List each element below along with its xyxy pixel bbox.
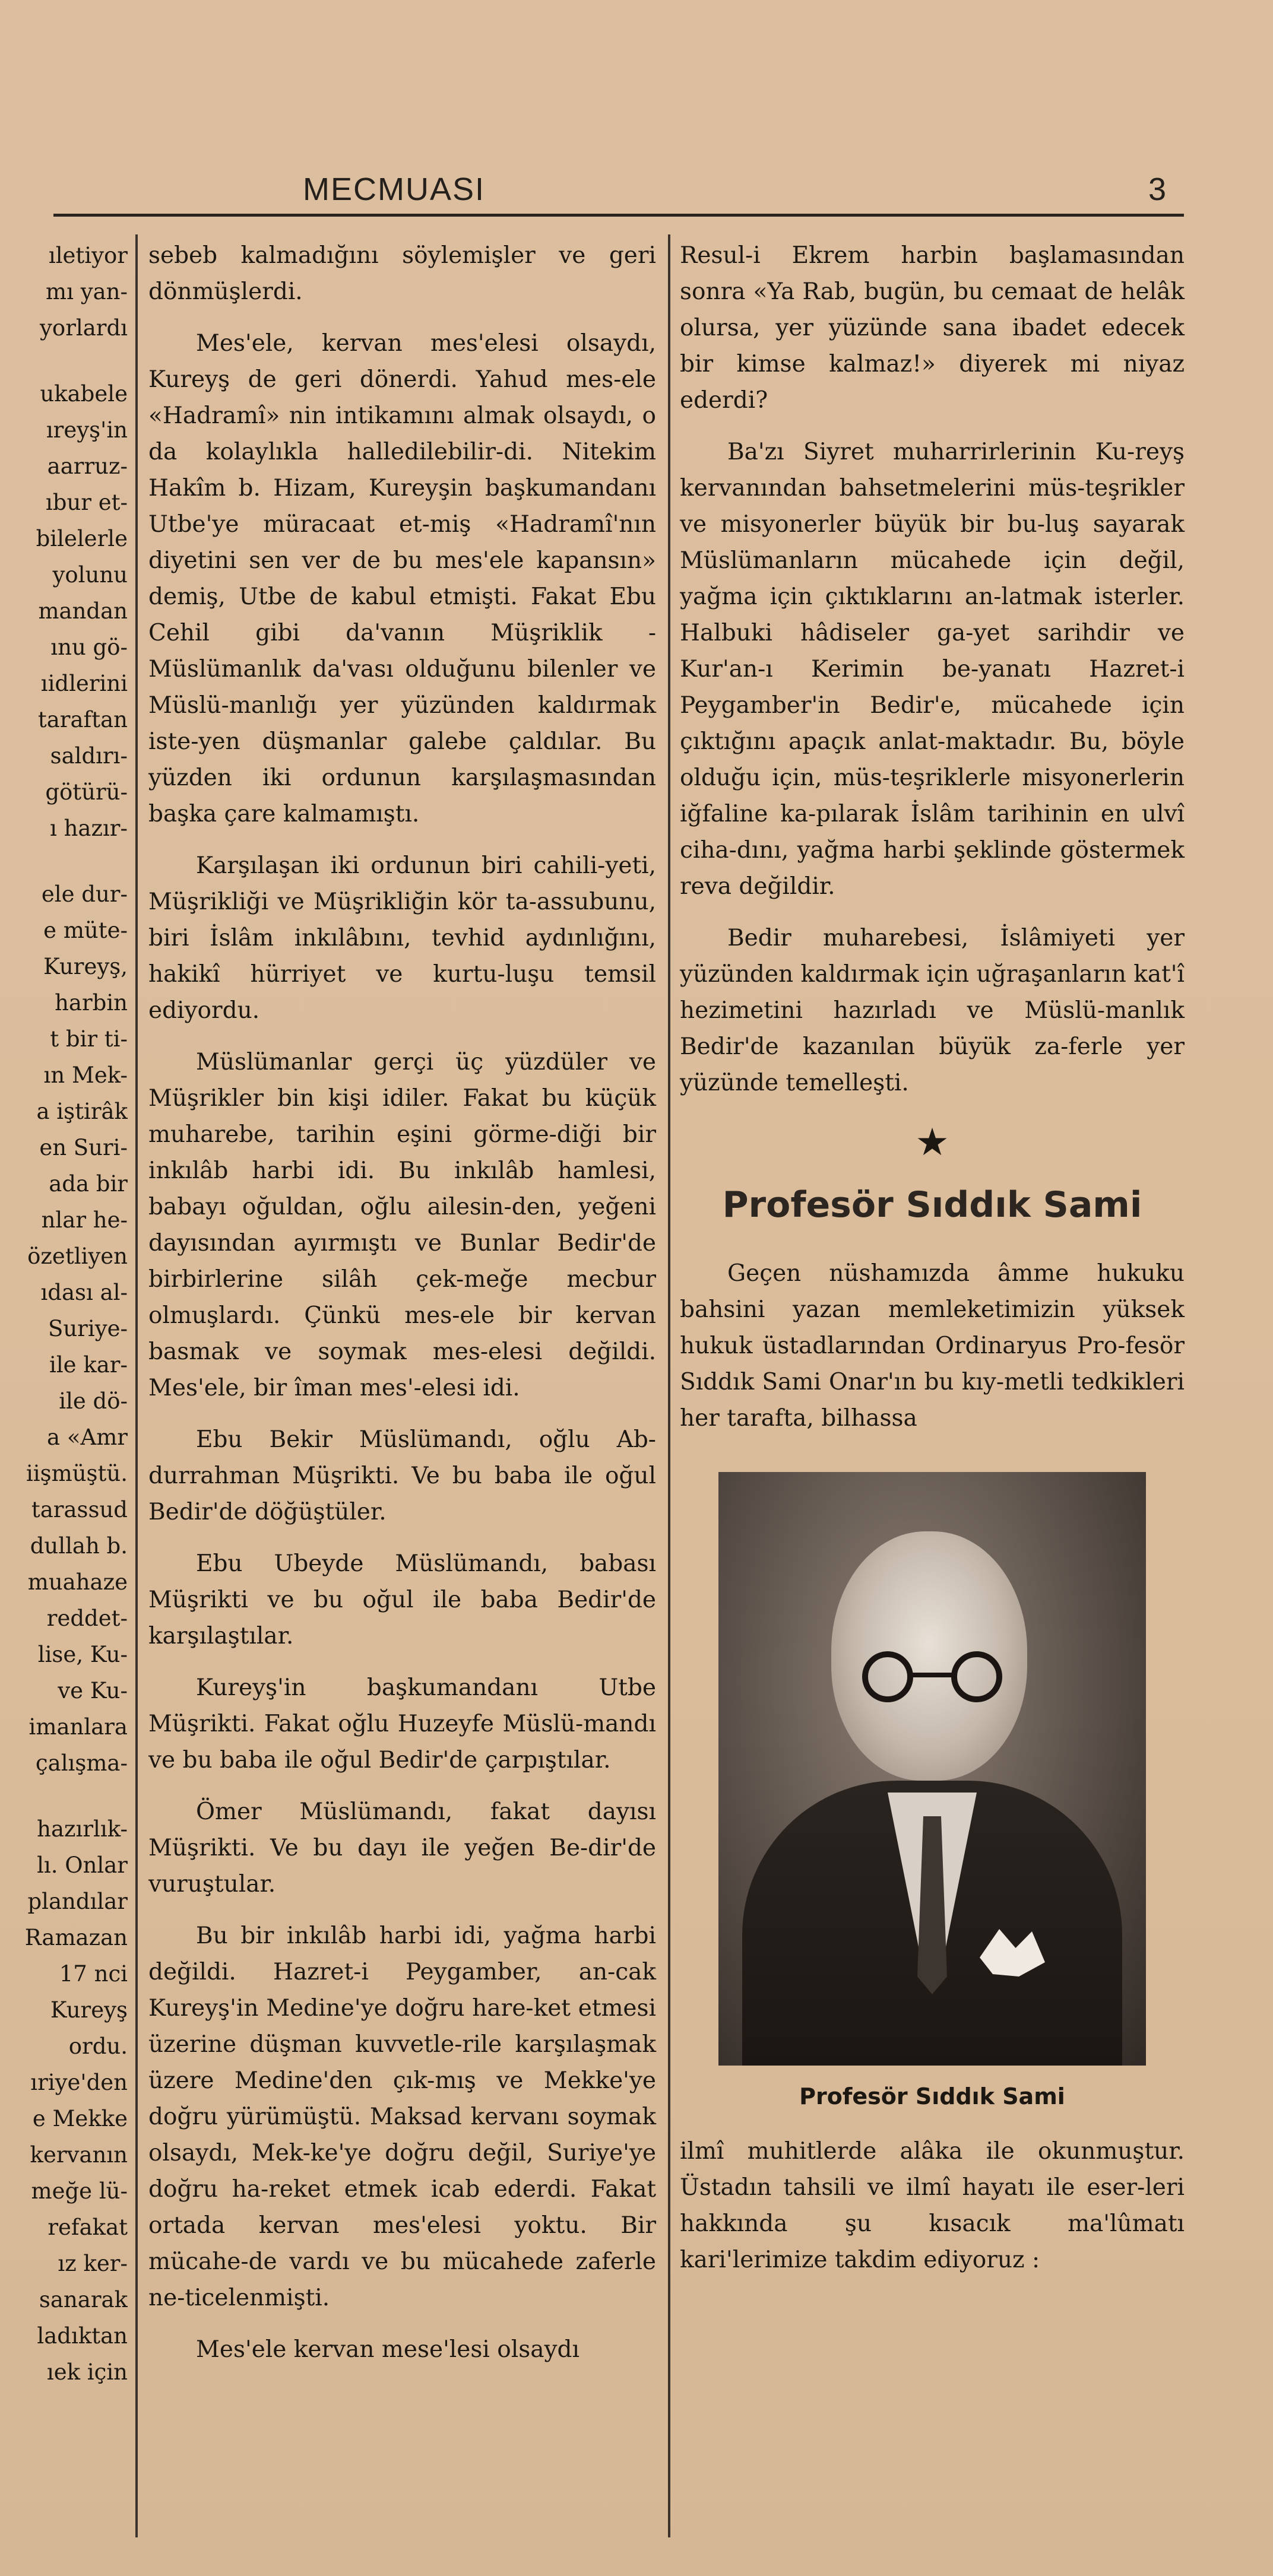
paragraph: Kureyş'in başkumandanı Utbe Müşrikti. Fakat oğlu Huzeyfe Müslü-mandı ve bu baba ile oğul Bedir'de çarpıştılar. <box>148 1674 656 1774</box>
text-fragment: özetliyen <box>27 1243 128 1269</box>
magazine-name: MECMUASI <box>303 172 486 207</box>
text-fragment: ve Ku- <box>58 1678 128 1703</box>
text-fragment: ele dur- <box>41 881 128 907</box>
text-fragment: muahaze <box>27 1569 128 1595</box>
article-continued: ilmî muhitlerde alâka ile okunmuştur. Üstadın tahsili ve ilmî hayatı ile eser-leri hakkında şu kısacık ma'lûmatı kari'lerimize takdim ediyoruz : <box>680 2138 1185 2273</box>
text-fragment: saldırı- <box>50 743 128 769</box>
text-fragment: ıidlerini <box>40 671 128 696</box>
text-fragment: dullah b. <box>30 1533 128 1559</box>
text-fragment: ıletiyor <box>48 243 128 268</box>
text-fragment: Kureyş, <box>43 954 128 979</box>
glasses-icon <box>846 1650 1018 1703</box>
text-fragment: ıek için <box>46 2359 128 2385</box>
paragraph: Bedir muharebesi, İslâmiyeti yer yüzünden kaldırmak için uğraşanların kat'î hezimetini hazırladı ve Müslü-manlık Bedir'de kazanılan büyük za-ferle yer yüzünde temelleşti. <box>680 925 1185 1096</box>
text-fragment: ıdası al- <box>40 1280 128 1305</box>
text-fragment: kervanın <box>30 2142 128 2168</box>
text-fragment: yolunu <box>52 562 128 588</box>
text-fragment: ın Mek- <box>43 1062 128 1088</box>
left-column-fragments <box>0 237 128 2390</box>
fragment-gap <box>0 1781 128 1811</box>
text-fragment: bilelerle <box>36 526 128 551</box>
text-fragment: Suriye- <box>48 1316 128 1341</box>
text-fragment: götürü- <box>45 779 128 805</box>
text-fragment: ile kar- <box>49 1352 128 1378</box>
paragraph: Mes'ele, kervan mes'elesi olsaydı, Kureyş de geri dönerdi. Yahud mes-ele «Hadramî» nin intikamını almak olsaydı, o da kolaylıkla halledilebilir-di. Nitekim Hakîm b. Hizam, Kureyşin başkumandanı Utbe'ye müracaat et-miş «Hadramî'nın diyetini sen ver de bu mes'ele kapansın» demiş, Utbe de kabul etmişti. Fakat Ebu Cehil gibi da'vanın Müşriklik - Müslümanlık da'vası olduğunu bilenler ve Müslü-manlığı yer yüzünden kaldırmak iste-yen düşmanlar galebe çaldılar. Bu yüzden iki ordunun karşılaşmasından başka çare kalmamıştı. <box>148 330 656 827</box>
text-fragment: ada bir <box>49 1171 128 1197</box>
paragraph: Bu bir inkılâb harbi idi, yağma harbi değildi. Hazret-i Peygamber, an-cak Kureyş'in Medine'ye doğru hare-ket etmesi üzerine düşman kuvvetle-rile karşılaşmak üzere Medine'den çık-mış ve Mekke'ye doğru yürümüştü. Maksad kervanı soymak olsaydı, Mek-ke'ye doğru değil, Suriye'ye doğru ha-reket etmek icab ederdi. Fakat ortada kervan mes'elesi yoktu. Bir mücahe-de vardı ve bu mücahede zaferle ne-ticelenmişti. <box>148 1923 656 2311</box>
paragraph: sebeb kalmadığını söylemişler ve geri dönmüşlerdi. <box>148 242 656 305</box>
text-fragment: e müte- <box>43 918 128 943</box>
text-fragment: e Mekke <box>32 2106 128 2131</box>
fragment-gap <box>0 846 128 876</box>
text-fragment: çalışma- <box>35 1750 128 1776</box>
article-title: Profesör Sıddık Sami <box>722 1184 1142 1226</box>
text-fragment: taraftan <box>37 707 128 732</box>
paragraph: Müslümanlar gerçi üç yüzdüler ve Müşrikler bin kişi idiler. Fakat bu küçük muharebe, tarihin eşini görme-diği bir inkılâb harbi idi. Bu inkılâb hamlesi, babayı oğuldan, oğlu ailesin-den, yeğeni dayısından ayırmıştı ve Bunlar Bedir'de birbirlerine silâh çek-meğe mecbur olmuşlardı. Çünkü mes-ele bir kervan basmak ve soymak mes-elesi değildi. Mes'ele, bir îman mes'-elesi idi. <box>148 1049 656 1401</box>
text-fragment: nlar he- <box>41 1207 128 1233</box>
text-fragment: ordu. <box>68 2033 128 2059</box>
text-fragment: ukabele <box>40 381 128 407</box>
paragraph: Resul-i Ekrem harbin başlamasından sonra «Ya Rab, bugün, bu cemaat de helâk olursa, yer yüzünde sana ibadet edecek bir kimse kalmaz!» diyerek mi niyaz ederdi? <box>680 242 1185 414</box>
middle-column <box>148 237 656 2383</box>
text-fragment: a iştirâk <box>36 1099 128 1124</box>
text-fragment: ıriye'den <box>30 2070 128 2095</box>
text-fragment: aarruz- <box>47 453 128 479</box>
text-fragment: harbin <box>55 990 128 1016</box>
text-fragment: refakat <box>48 2215 128 2240</box>
text-fragment: sanarak <box>39 2287 128 2312</box>
article-intro: Geçen nüshamızda âmme hukuku bahsini yazan memleketimizin yüksek hukuk üstadlarından Ordinaryus Pro-fesör Sıddık Sami Onar'ın bu kıy-metli tedkikleri her tarafta, bilhassa <box>680 1260 1185 1432</box>
text-fragment: ile dö- <box>59 1388 128 1414</box>
text-fragment: hazırlık- <box>37 1816 128 1842</box>
text-fragment: meğe lü- <box>31 2178 128 2204</box>
text-fragment: lise, Ku- <box>37 1642 128 1667</box>
paragraph: Ebu Bekir Müslümandı, oğlu Ab-durrahman Müşrikti. Ve bu baba ile oğul Bedir'de döğüştüler. <box>148 1426 656 1525</box>
star-icon: ★ <box>915 1121 949 1165</box>
text-fragment: plandılar <box>27 1889 128 1914</box>
text-fragment: reddet- <box>46 1606 128 1631</box>
text-fragment: a «Amr <box>47 1425 128 1450</box>
text-fragment: ı hazır- <box>50 816 128 841</box>
right-column <box>680 237 1185 2293</box>
text-fragment: yorlardı <box>40 315 128 341</box>
text-fragment: ınu gö- <box>50 635 128 660</box>
portrait-photo <box>718 1472 1146 2066</box>
text-fragment: lı. Onlar <box>37 1852 128 1878</box>
paragraph: Ebu Ubeyde Müslümandı, babası Müşrikti ve bu oğul ile baba Bedir'de karşılaştılar. <box>148 1550 656 1649</box>
page-number: 3 <box>1148 172 1166 207</box>
paragraph: Ba'zı Siyret muharrirlerinin Ku-reyş kervanından bahsetmelerini müs-teşrikler ve misyonerler büyük bir bu-luş sayarak Müslümanların mücahede için değil, yağma için çıktıklarını an-latmak isterler. Halbuki hâdiseler ga-yet sarihdir ve Kur'an-ı Kerimin be-yanatı Hazret-i Peygamber'in Bedir'e, mücahede için çıktığını apaçık anlat-maktadır. Bu, böyle olduğu için, müs-teşriklerle misyonerlerin iğfaline ka-pılarak İslâm tarihinin en ulvî ciha-dını, yağma harbi şeklinde göstermek reva değildir. <box>680 439 1185 900</box>
text-fragment: t bir ti- <box>50 1026 128 1052</box>
text-fragment: Ramazan <box>24 1925 128 1950</box>
paragraph: Karşılaşan iki ordunun biri cahili-yeti, Müşrikliği ve Müşrikliğin kör ta-assubunu, biri İslâm inkılâbını, tevhid aydınlığını, hakikî hürriyet ve kurtu-luşu temsil ediyordu. <box>148 852 656 1024</box>
text-fragment: ıreyş'in <box>46 417 128 443</box>
text-fragment: iişmüştü. <box>26 1461 128 1486</box>
text-fragment: 17 nci <box>59 1961 128 1987</box>
fragment-gap <box>0 346 128 376</box>
text-fragment: Kureyş <box>50 1997 128 2023</box>
column-rule-left <box>135 234 138 2537</box>
text-fragment: tarassud <box>31 1497 128 1522</box>
text-fragment: en Suri- <box>39 1135 128 1160</box>
paragraph: Mes'ele kervan mese'lesi olsaydı <box>196 2336 580 2363</box>
text-fragment: ladıktan <box>37 2323 128 2349</box>
text-fragment: imanlara <box>28 1714 128 1740</box>
text-fragment: ıbur et- <box>45 490 128 515</box>
text-fragment: mandan <box>38 598 128 624</box>
page-header <box>53 160 1184 217</box>
column-rule-right <box>668 234 670 2537</box>
photo-caption: Profesör Sıddık Sami <box>799 2083 1065 2109</box>
text-fragment: mı yan- <box>46 279 128 304</box>
paragraph: Ömer Müslümandı, fakat dayısı Müşrikti. Ve bu dayı ile yeğen Be-dir'de vuruştular. <box>148 1798 656 1898</box>
text-fragment: ız ker- <box>58 2251 128 2276</box>
